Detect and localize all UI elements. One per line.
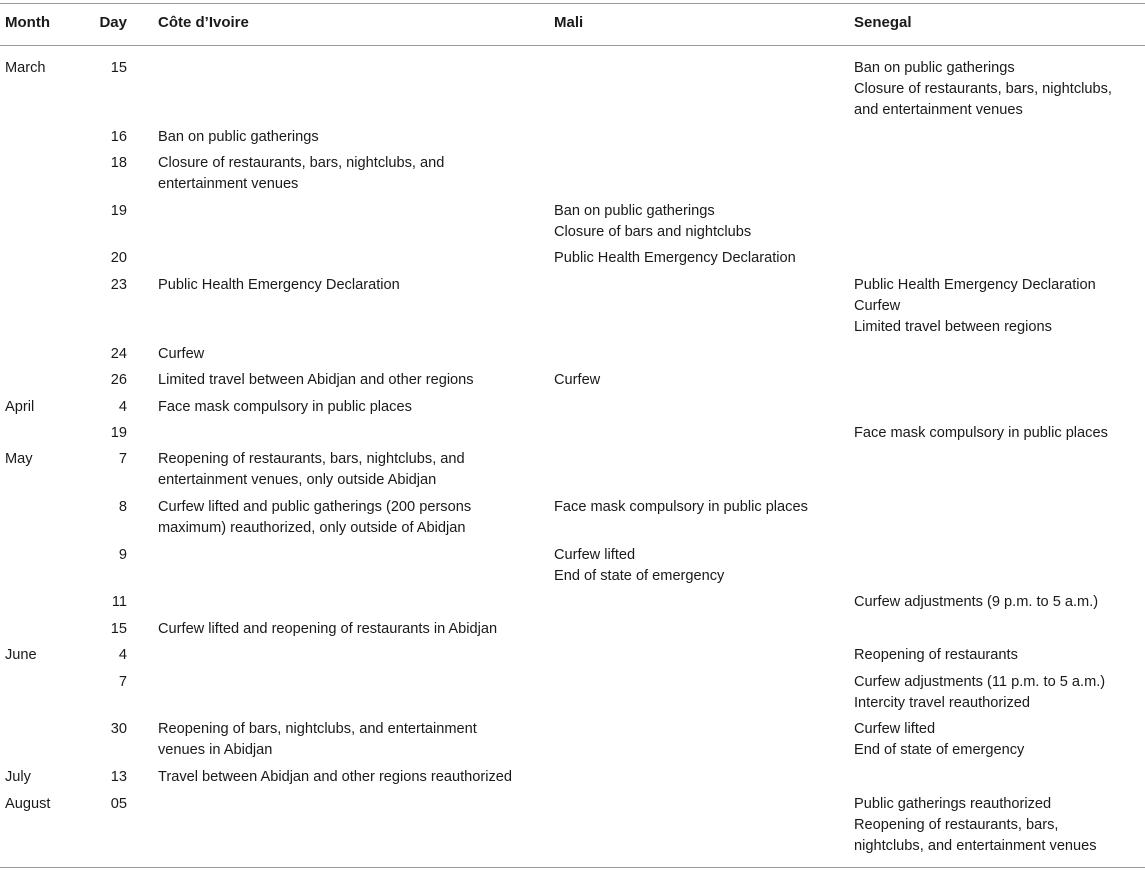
cell-day: 20 [110,250,127,266]
cell-line: Curfew lifted [854,721,936,737]
cell-cote-divoire [158,127,538,148]
cell-line: Reopening of restaurants, bars, nightclubs, and [158,451,465,467]
cell-day: 30 [110,721,127,737]
cell-mali [554,370,844,391]
cell-line: Curfew [854,298,901,315]
cell-line: Curfew lifted [554,547,636,563]
cell-senegal [854,672,1142,714]
cell-senegal [854,423,1142,444]
cell-line: Public Health Emergency Declaration [554,250,796,266]
cell-senegal [854,275,1142,339]
table-bottom-rule [0,867,1145,868]
cell-line: maximum) reauthorized, only outside of Abidjan [158,520,466,537]
cell-line: Public Health Emergency Declaration [158,277,400,293]
cell-line: Curfew [554,372,601,388]
cell-line: Ban on public gatherings [158,129,319,145]
cell-day: 05 [110,796,127,812]
cell-line: and entertainment venues [854,102,1023,119]
cell-line: venues in Abidjan [158,742,273,759]
cell-line: Curfew adjustments (11 p.m. to 5 a.m.) [854,674,1106,690]
header-mali: Mali [554,14,584,31]
cell-day: 8 [118,499,127,515]
cell-mali [554,201,844,243]
cell-month: March [5,60,46,76]
cell-line: Curfew adjustments (9 p.m. to 5 a.m.) [854,594,1099,610]
cell-cote-divoire [158,275,538,296]
cell-line: Face mask compulsory in public places [158,399,412,415]
header-day: Day [99,14,127,31]
cell-day: 23 [110,277,127,293]
cell-line: Reopening of restaurants [854,647,1018,663]
cell-line: entertainment venues [158,176,299,193]
cell-day: 26 [110,372,127,388]
cell-line: Closure of bars and nightclubs [554,224,752,241]
cell-day: 4 [118,399,127,415]
cell-month: July [5,769,31,785]
cell-senegal [854,58,1142,122]
cell-day: 7 [118,451,127,467]
cell-day: 19 [110,203,127,219]
cell-line: Ban on public gatherings [554,203,715,219]
cell-senegal [854,645,1142,666]
cell-line: Travel between Abidjan and other regions reauthorized [158,769,512,785]
cell-month: August [5,796,51,812]
cell-senegal [854,794,1142,858]
cell-line: Ban on public gatherings [854,60,1015,76]
cell-line: End of state of emergency [554,568,725,585]
cell-line: Reopening of restaurants, bars, [854,817,1059,834]
table-top-rule [0,3,1145,4]
cell-month: June [5,647,37,663]
cell-cote-divoire [158,497,538,539]
cell-line: nightclubs, and entertainment venues [854,838,1097,855]
cell-day: 24 [110,346,127,362]
cell-cote-divoire [158,619,538,640]
cell-day: 19 [110,425,127,441]
cell-line: Curfew lifted and reopening of restaurants in Abidjan [158,621,498,637]
cell-line: Face mask compulsory in public places [854,425,1108,441]
cell-line: entertainment venues, only outside Abidjan [158,472,437,489]
cell-mali [554,248,844,269]
cell-line: Face mask compulsory in public places [554,499,808,515]
cell-line: Public gatherings reauthorized [854,796,1052,812]
cell-line: Limited travel between regions [854,319,1052,336]
cell-line: Closure of restaurants, bars, nightclubs, [854,81,1112,98]
cell-month: April [5,399,35,415]
cell-line: Public Health Emergency Declaration [854,277,1096,293]
header-senegal: Senegal [854,14,912,31]
cell-day: 15 [110,621,127,637]
cell-day: 13 [110,769,127,785]
cell-day: 11 [111,594,127,610]
cell-cote-divoire [158,719,538,761]
cell-mali [554,545,844,587]
cell-cote-divoire [158,153,538,195]
cell-senegal [854,719,1142,761]
cell-cote-divoire [158,370,538,391]
cell-senegal [854,592,1142,613]
cell-cote-divoire [158,344,538,365]
cell-line: Closure of restaurants, bars, nightclubs, and [158,155,445,171]
cell-day: 9 [118,547,127,563]
header-rule [0,45,1145,46]
cell-line: Limited travel between Abidjan and other regions [158,372,474,388]
cell-line: Curfew lifted and public gatherings (200 persons [158,499,472,515]
cell-day: 7 [118,674,127,690]
cell-line: Intercity travel reauthorized [854,695,1031,712]
cell-month: May [5,451,33,467]
cell-line: Reopening of bars, nightclubs, and entertainment [158,721,477,737]
cell-cote-divoire [158,449,538,491]
cell-line: Curfew [158,346,205,362]
cell-day: 16 [110,129,127,145]
cell-day: 18 [110,155,127,171]
cell-day: 4 [118,647,127,663]
cell-cote-divoire [158,397,538,418]
header-cote-divoire: Côte d’Ivoire [158,14,249,31]
cell-day: 15 [110,60,127,76]
cell-mali [554,497,844,518]
cell-line: End of state of emergency [854,742,1025,759]
header-month: Month [5,14,50,31]
cell-cote-divoire [158,767,538,788]
